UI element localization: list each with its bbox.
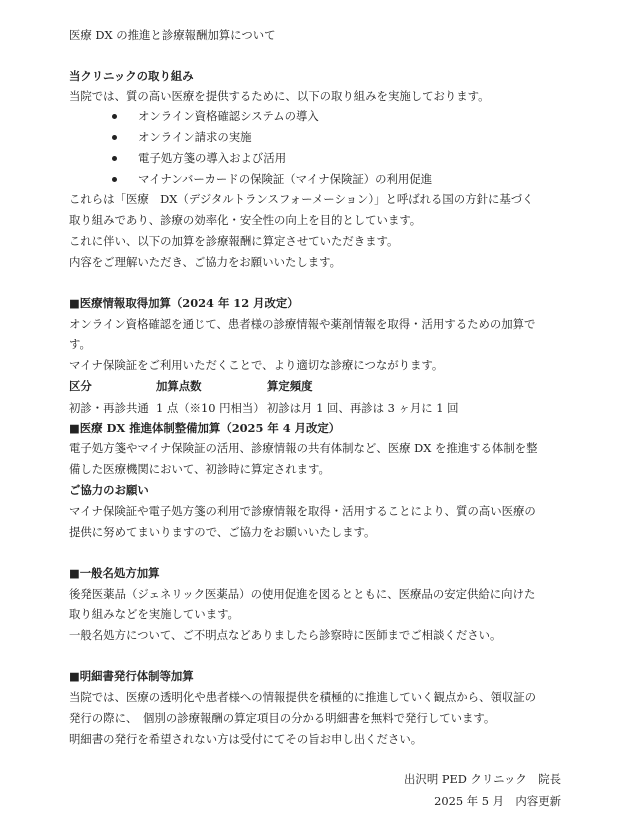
bullet-icon (112, 156, 117, 161)
section-paragraph: オンライン資格確認を通じて、患者様の診療情報や薬剤情報を取得・活用するための加算で (69, 317, 536, 331)
section-paragraph: マイナ保険証をご利用いただくことで、より適切な診療につながります。 (69, 358, 444, 372)
intro-item: マイナンバーカードの保険証（マイナ保険証）の利用促進 (138, 172, 433, 186)
section-paragraph: す。 (69, 337, 91, 351)
update-date: 2025 年 5 月 内容更新 (434, 794, 561, 808)
section-heading: ■一般名処方加算 (69, 566, 160, 580)
section-paragraph: 後発医薬品（ジェネリック医薬品）の使用促進を図るとともに、医療品の安定供給に向けた (69, 587, 536, 601)
section-heading: ■医療 DX 推進体制整備加算（2025 年 4 月改定） (69, 421, 341, 435)
table-cell-points: 1 点（※10 円相当） (156, 401, 265, 415)
section-paragraph: 当院では、医療の透明化や患者様への情報提供を積極的に推進していく観点から、領収証の (69, 690, 537, 704)
intro-item: 電子処方箋の導入および活用 (138, 151, 287, 165)
intro-paragraph: これに伴い、以下の加算を診療報酬に算定させていただきます。 (69, 234, 399, 248)
table-header-frequency: 算定頻度 (267, 379, 313, 393)
intro-paragraph: 取り組みであり、診療の効率化・安全性の向上を目的としています。 (69, 213, 422, 227)
bullet-icon (112, 114, 117, 119)
section-heading: ■医療情報取得加算（2024 年 12 月改定） (69, 296, 299, 310)
section-paragraph: 電子処方箋やマイナ保険証の活用、診療情報の共有体制など、医療 DX を推進する体制を整 (69, 441, 538, 455)
clinic-signature: 出沢明 PED クリニック 院長 (404, 772, 561, 786)
section-paragraph: マイナ保険証や電子処方箋の利用で診療情報を取得・活用することにより、質の高い医療の (69, 504, 536, 518)
table-cell-category: 初診・再診共通 (69, 401, 149, 415)
intro-paragraph: これらは「医療 DX（デジタルトランスフォーメーション）」と呼ばれる国の方針に基づく (69, 192, 534, 206)
section-paragraph: 発行の際に、 個別の診療報酬の算定項目の分かる明細書を無料で発行しています。 (69, 711, 496, 725)
document-title: 医療 DX の推進と診療報酬加算について (69, 28, 276, 42)
intro-item: オンライン資格確認システムの導入 (138, 109, 319, 123)
intro-lead: 当院では、質の高い医療を提供するために、以下の取り組みを実施しております。 (69, 89, 490, 103)
section-paragraph: 取り組みなどを実施しています。 (69, 607, 239, 621)
section-paragraph: 明細書の発行を希望されない方は受付にてその旨お申し出ください。 (69, 732, 423, 746)
intro-heading: 当クリニックの取り組み (69, 69, 194, 83)
intro-item: オンライン請求の実施 (138, 130, 252, 144)
section-paragraph: 備した医療機関において、初診時に算定されます。 (69, 462, 330, 476)
table-cell-frequency: 初診は月 1 回、再診は 3 ヶ月に 1 回 (267, 401, 459, 415)
section-subheading: ご協力のお願い (69, 483, 149, 497)
section-paragraph: 提供に努めてまいりますので、ご協力をお願いいたします。 (69, 525, 376, 539)
section-paragraph: 一般名処方について、ご不明点などありましたら診察時に医師までご相談ください。 (69, 628, 502, 642)
intro-paragraph: 内容をご理解いただき、ご協力をお願いいたします。 (69, 255, 342, 269)
section-heading: ■明細書発行体制等加算 (69, 669, 194, 683)
bullet-icon (112, 135, 117, 140)
table-header-points: 加算点数 (156, 379, 202, 393)
table-header-category: 区分 (69, 379, 92, 393)
bullet-icon (112, 177, 117, 182)
